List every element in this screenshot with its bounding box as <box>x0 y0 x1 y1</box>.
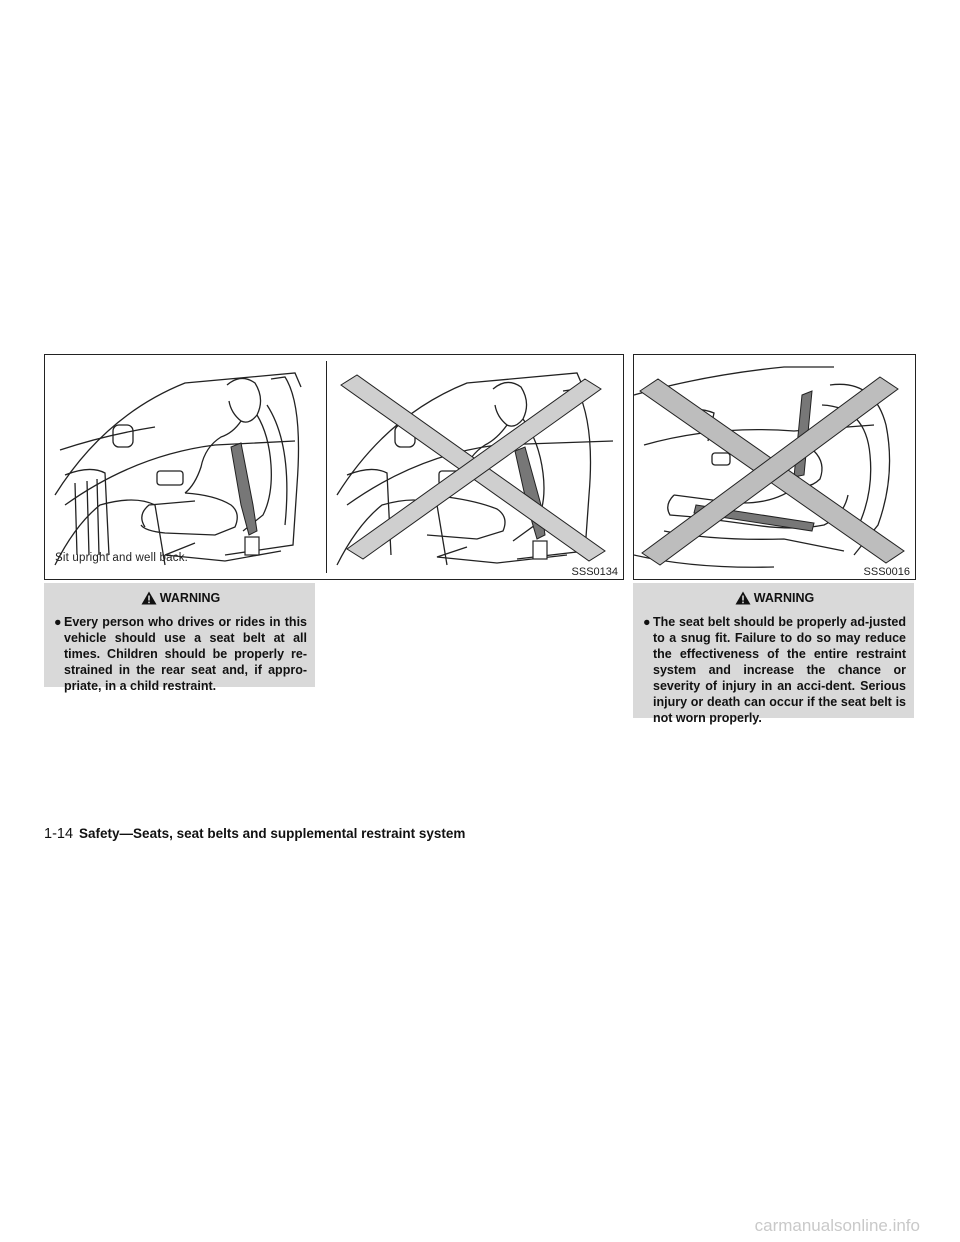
page-footer <box>44 826 465 842</box>
prohibited-x-mark-left <box>341 375 605 561</box>
figure-code-right: SSS0016 <box>863 566 910 578</box>
illustration-improper-belt-fit <box>633 354 916 580</box>
warning-text: Every person who drives or rides in this vehicle should use a seat belt at all times. Children should be properly re-strained in the rear seat and, if appro-priate, in a child restraint. <box>64 615 307 693</box>
warning-title: WARNING <box>753 591 815 605</box>
warning-heading <box>54 591 307 605</box>
panel-divider <box>326 361 327 573</box>
warning-title: WARNING <box>159 591 221 605</box>
bullet-icon: ● <box>643 615 651 629</box>
illustration-correct-vs-incorrect-posture <box>44 354 624 580</box>
warning-item <box>643 614 906 726</box>
warning-item <box>54 614 307 694</box>
seat-belt-illustration-right <box>634 355 915 579</box>
figure-code-left: SSS0134 <box>571 566 618 578</box>
figure-caption: Sit upright and well back. <box>55 552 189 564</box>
prohibited-x-mark-right <box>640 377 904 565</box>
watermark: carmanualsonline.info <box>754 1216 920 1235</box>
warning-triangle-icon <box>141 591 157 605</box>
warning-box-left <box>44 583 315 693</box>
bullet-icon: ● <box>54 615 62 629</box>
section-title: Safety—Seats, seat belts and supplemental restraint system <box>79 826 466 841</box>
seat-belt-illustration-left <box>45 355 623 579</box>
page-number: 1-14 <box>44 826 74 842</box>
warning-text: The seat belt should be properly ad-justed to a snug fit. Failure to do so may reduce the effectiveness of the entire restraint system and increase the chance or severity of injury in an acci-dent. Serious injury or death can occur if the seat belt is not worn properly. <box>653 615 906 725</box>
warning-box-right <box>633 583 914 725</box>
warning-heading <box>643 591 906 605</box>
warning-triangle-icon <box>735 591 751 605</box>
